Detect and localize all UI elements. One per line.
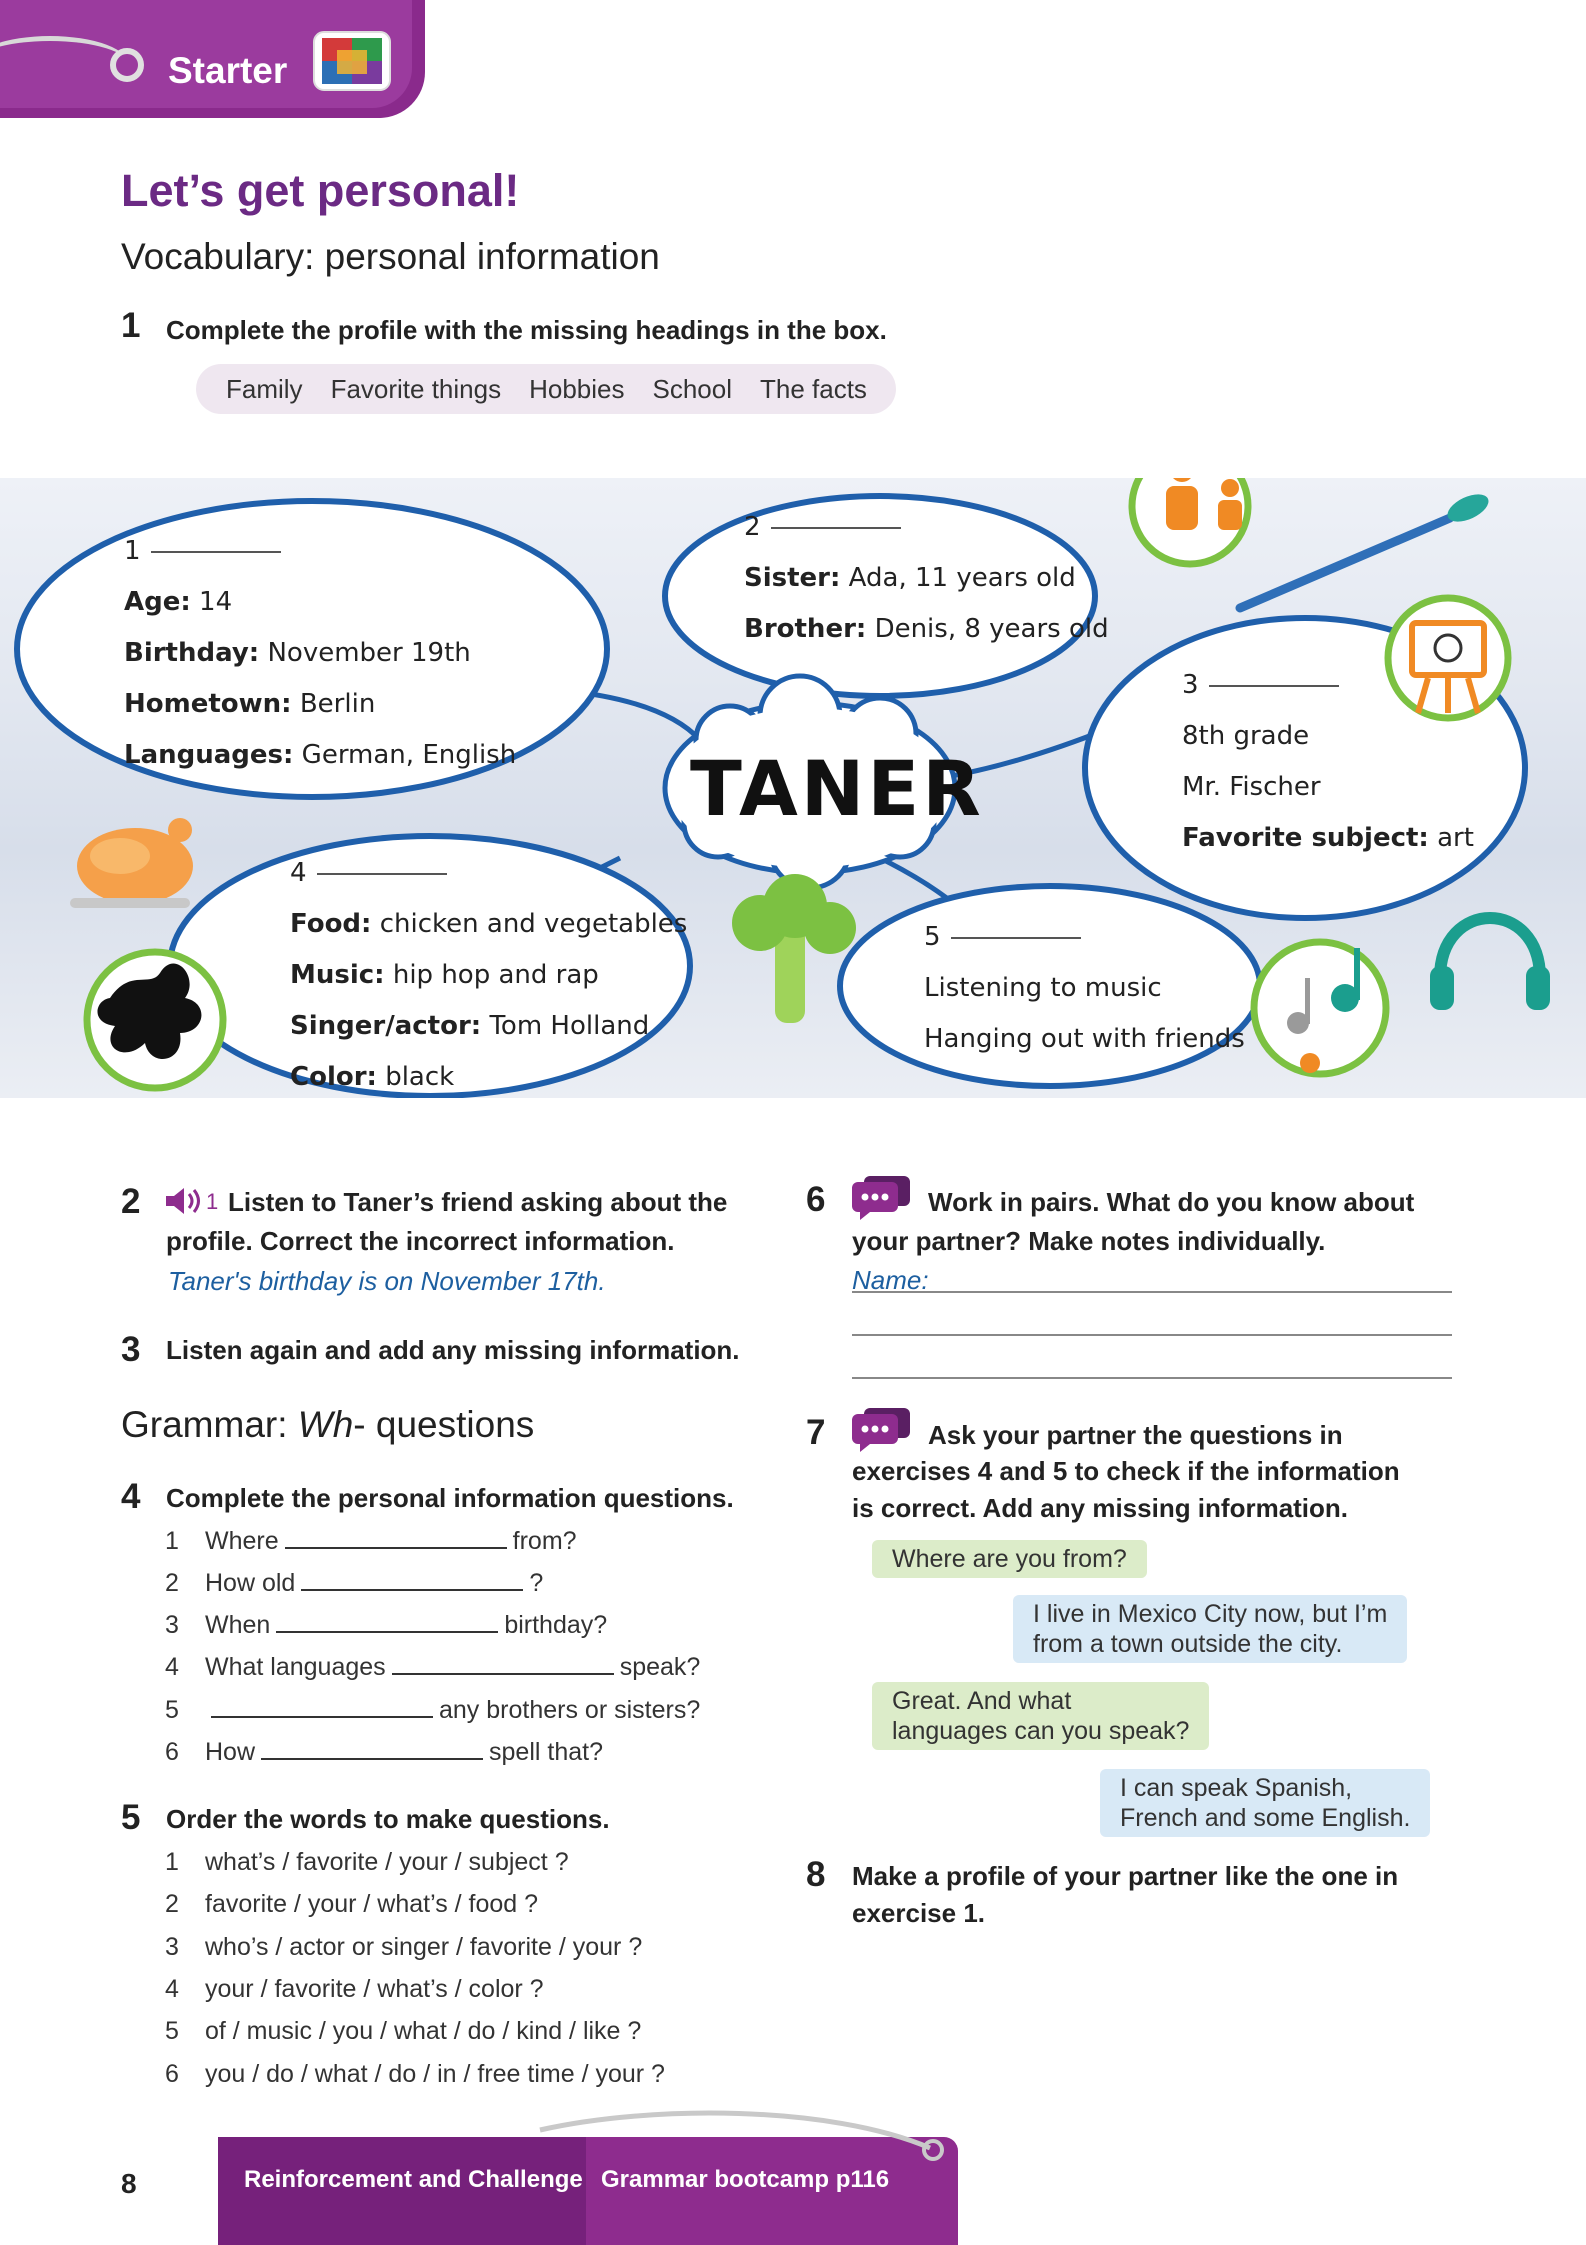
broccoli-icon bbox=[732, 874, 856, 1023]
name-label: Name: bbox=[852, 1265, 929, 1295]
dialogue-bubble-question bbox=[872, 1540, 1147, 1578]
hobby-2: Hanging out with friends bbox=[924, 1024, 1245, 1054]
question-end: from? bbox=[512, 1527, 577, 1555]
question-number: 2 bbox=[165, 1569, 179, 1597]
exercise-1-number: 1 bbox=[121, 306, 141, 345]
notes-line[interactable] bbox=[852, 1291, 1452, 1293]
exercise-4-instruction: Complete the personal information questions. bbox=[166, 1483, 734, 1513]
dialogue-text: languages can you speak? bbox=[892, 1717, 1190, 1745]
question-end: ? bbox=[529, 1569, 544, 1597]
singer-actor-label: Singer/actor: bbox=[290, 1011, 482, 1041]
favorite-subject-value: art bbox=[1437, 823, 1474, 853]
footer-wire-decoration bbox=[530, 2110, 950, 2170]
music-value: hip hop and rap bbox=[392, 960, 599, 990]
dialogue-text: Great. And what bbox=[892, 1687, 1072, 1715]
teacher-line: Mr. Fischer bbox=[1182, 772, 1321, 802]
scrambled-words: what’s / favorite / your / subject ? bbox=[205, 1848, 569, 1876]
question-row bbox=[165, 1933, 642, 1962]
reinforcement-link[interactable]: Reinforcement and Challenge bbox=[244, 2166, 583, 2193]
exercise-7-line-3: is correct. Add any missing information. bbox=[852, 1493, 1349, 1523]
brother-value: Denis, 8 years old bbox=[874, 614, 1109, 644]
bubble-2-content bbox=[744, 502, 1109, 655]
page-number: 8 bbox=[121, 2168, 137, 2199]
age-value: 14 bbox=[199, 587, 233, 617]
answer-blank[interactable] bbox=[301, 1589, 523, 1591]
answer-blank[interactable] bbox=[392, 1673, 614, 1675]
age-label: Age: bbox=[124, 587, 191, 617]
dialogue-bubble-question bbox=[872, 1682, 1209, 1750]
exercise-7-line-1: Ask your partner the questions in bbox=[928, 1420, 1343, 1450]
question-number: 3 bbox=[165, 1933, 179, 1961]
question-row bbox=[165, 1975, 544, 2004]
question-number: 5 bbox=[165, 1696, 179, 1724]
bubble-3-number: 3 bbox=[1182, 670, 1199, 700]
singer-actor-value: Tom Holland bbox=[489, 1011, 650, 1041]
question-row bbox=[165, 2017, 641, 2046]
dialogue-text: I can speak Spanish, bbox=[1120, 1774, 1353, 1802]
pair-work-speech-icon bbox=[850, 1406, 912, 1452]
dialogue-text: I live in Mexico City now, but I’m bbox=[1033, 1600, 1388, 1628]
birthday-value: November 19th bbox=[267, 638, 471, 668]
heading-blank bbox=[151, 551, 281, 553]
music-label: Music: bbox=[290, 960, 385, 990]
answer-blank[interactable] bbox=[261, 1758, 483, 1760]
music-notes-icon bbox=[1254, 942, 1386, 1074]
sister-label: Sister: bbox=[744, 563, 841, 593]
question-number: 1 bbox=[165, 1527, 179, 1555]
birthday-label: Birthday: bbox=[124, 638, 260, 668]
question-row bbox=[165, 2060, 665, 2089]
color-value: black bbox=[385, 1062, 455, 1092]
brother-label: Brother: bbox=[744, 614, 867, 644]
scrambled-words: who’s / actor or singer / favorite / your ? bbox=[205, 1933, 643, 1961]
bubble-3-content bbox=[1182, 660, 1474, 864]
exercise-6-number: 6 bbox=[806, 1180, 826, 1219]
exercise-2-line-1: Listen to Taner’s friend asking about the bbox=[228, 1187, 728, 1217]
question-end: spell that? bbox=[489, 1738, 603, 1766]
question-end: speak? bbox=[619, 1653, 701, 1681]
food-label: Food: bbox=[290, 909, 372, 939]
word-box-item: The facts bbox=[760, 373, 867, 404]
color-label: Color: bbox=[290, 1062, 377, 1092]
pair-work-speech-icon bbox=[850, 1174, 912, 1220]
exercise-7-line-2: exercises 4 and 5 to check if the information bbox=[852, 1456, 1400, 1486]
languages-label: Languages: bbox=[124, 740, 294, 770]
scrambled-words: your / favorite / what’s / color ? bbox=[205, 1975, 544, 2003]
exercise-2-example: Taner's birthday is on November 17th. bbox=[168, 1266, 606, 1296]
question-number: 2 bbox=[165, 1890, 179, 1918]
question-row bbox=[165, 1848, 569, 1877]
dialogue-text: from a town outside the city. bbox=[1033, 1630, 1343, 1658]
dialogue-text: Where are you from? bbox=[892, 1545, 1127, 1573]
word-box-item: Favorite things bbox=[330, 373, 502, 404]
hometown-label: Hometown: bbox=[124, 689, 292, 719]
question-row bbox=[165, 1696, 700, 1725]
grammar-title-suffix: - questions bbox=[353, 1404, 535, 1445]
grammar-title-italic: Wh bbox=[297, 1404, 354, 1445]
notes-line[interactable] bbox=[852, 1377, 1452, 1379]
sister-value: Ada, 11 years old bbox=[848, 563, 1076, 593]
exercise-1-instruction: Complete the profile with the missing headings in the box. bbox=[166, 315, 887, 345]
bubble-5-content bbox=[924, 912, 1245, 1065]
paintbrush-icon bbox=[1240, 489, 1493, 608]
ring-icon bbox=[110, 48, 144, 82]
exercise-5-number: 5 bbox=[121, 1798, 141, 1837]
exercise-8-line-2: exercise 1. bbox=[852, 1898, 986, 1928]
section-label: Starter bbox=[168, 50, 288, 91]
question-row bbox=[165, 1611, 607, 1640]
bubble-1-content bbox=[124, 526, 516, 781]
question-number: 5 bbox=[165, 2017, 179, 2045]
exercise-3-number: 3 bbox=[121, 1330, 141, 1369]
question-number: 6 bbox=[165, 2060, 179, 2088]
notes-line[interactable] bbox=[852, 1334, 1452, 1336]
question-start: Where bbox=[205, 1527, 279, 1555]
question-number: 4 bbox=[165, 1975, 179, 2003]
heading-blank bbox=[1209, 685, 1339, 687]
grammar-bootcamp-link[interactable]: Grammar bootcamp p116 bbox=[601, 2166, 890, 2193]
headphones-icon bbox=[1430, 918, 1550, 1010]
heading-blank bbox=[951, 937, 1081, 939]
heading-blank bbox=[771, 527, 901, 529]
exercise-5-instruction: Order the words to make questions. bbox=[166, 1804, 610, 1834]
exercise-3-instruction: Listen again and add any missing information. bbox=[166, 1335, 740, 1365]
exercise-7-number: 7 bbox=[806, 1413, 826, 1452]
question-number: 4 bbox=[165, 1653, 179, 1681]
hobby-1: Listening to music bbox=[924, 973, 1162, 1003]
scrambled-words: of / music / you / what / do / kind / like ? bbox=[205, 2017, 642, 2045]
grammar-title-prefix: Grammar: bbox=[121, 1404, 298, 1445]
family-icon bbox=[1132, 478, 1248, 564]
vocabulary-title: Vocabulary: personal information bbox=[121, 236, 660, 277]
heading-blank bbox=[317, 873, 447, 875]
question-start: How old bbox=[205, 1569, 296, 1597]
dialogue-bubble-answer bbox=[1100, 1769, 1430, 1837]
exercise-8-number: 8 bbox=[806, 1855, 826, 1894]
color-cube-icon bbox=[312, 30, 392, 92]
word-box-item: Hobbies bbox=[529, 373, 625, 404]
question-row bbox=[165, 1569, 543, 1598]
answer-blank[interactable] bbox=[211, 1716, 433, 1718]
question-start: How bbox=[205, 1738, 256, 1766]
bubble-1-number: 1 bbox=[124, 536, 141, 566]
dialogue-text: French and some English. bbox=[1120, 1804, 1411, 1832]
question-start: When bbox=[205, 1611, 271, 1639]
word-box bbox=[196, 364, 896, 414]
ink-splat-icon bbox=[87, 952, 223, 1088]
exercise-8-line-1: Make a profile of your partner like the one in bbox=[852, 1861, 1399, 1891]
question-end: any brothers or sisters? bbox=[439, 1696, 701, 1724]
audio-icon[interactable] bbox=[164, 1186, 204, 1216]
question-number: 1 bbox=[165, 1848, 179, 1876]
roast-chicken-icon bbox=[70, 818, 193, 908]
question-number: 3 bbox=[165, 1611, 179, 1639]
bubble-5-number: 5 bbox=[924, 922, 941, 952]
languages-value: German, English bbox=[301, 740, 517, 770]
question-end: birthday? bbox=[504, 1611, 608, 1639]
grammar-title bbox=[121, 1404, 534, 1446]
bubble-2-number: 2 bbox=[744, 512, 761, 542]
answer-blank[interactable] bbox=[276, 1631, 498, 1633]
question-start: What languages bbox=[205, 1653, 386, 1681]
answer-blank[interactable] bbox=[285, 1547, 507, 1549]
scrambled-words: you / do / what / do / in / free time / your ? bbox=[205, 2060, 665, 2088]
grade-line: 8th grade bbox=[1182, 721, 1310, 751]
word-box-item: Family bbox=[226, 373, 303, 404]
exercise-6-line-2: your partner? Make notes individually. bbox=[852, 1226, 1326, 1256]
bubble-4-content bbox=[290, 848, 687, 1103]
dialogue-bubble-answer bbox=[1013, 1595, 1407, 1663]
question-row bbox=[165, 1653, 700, 1682]
exercise-2-number: 2 bbox=[121, 1182, 141, 1221]
bubble-4-number: 4 bbox=[290, 858, 307, 888]
exercise-2-line-2: profile. Correct the incorrect information. bbox=[166, 1226, 675, 1256]
hometown-value: Berlin bbox=[299, 689, 376, 719]
audio-track-number: 1 bbox=[206, 1189, 219, 1214]
word-box-item: School bbox=[652, 373, 732, 404]
question-number: 6 bbox=[165, 1738, 179, 1766]
favorite-subject-label: Favorite subject: bbox=[1182, 823, 1429, 853]
center-name: TANER bbox=[690, 744, 984, 833]
exercise-6-line-1: Work in pairs. What do you know about bbox=[928, 1187, 1415, 1217]
question-row bbox=[165, 1738, 603, 1767]
scrambled-words: favorite / your / what’s / food ? bbox=[205, 1890, 539, 1918]
question-row bbox=[165, 1890, 538, 1919]
food-value: chicken and vegetables bbox=[379, 909, 688, 939]
question-row bbox=[165, 1527, 577, 1556]
exercise-4-number: 4 bbox=[121, 1477, 141, 1516]
page-title: Let’s get personal! bbox=[121, 165, 520, 216]
